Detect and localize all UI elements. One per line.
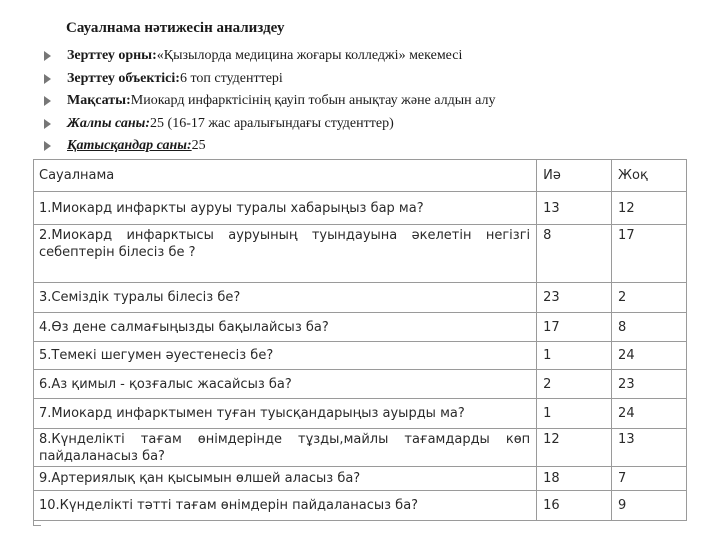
info-label: Қатысқандар саны: <box>67 138 192 154</box>
info-value: Миокард инфарктісінің қауіп тобын анықтау және алдын алу <box>130 93 496 109</box>
question-cell: 9.Артериялық қан қысымын өлшей аласыз ба? <box>34 467 537 491</box>
table-corner-mark <box>33 518 41 526</box>
no-cell: 2 <box>612 283 687 313</box>
yes-cell: 13 <box>537 192 612 225</box>
no-cell: 13 <box>612 429 687 467</box>
triangle-bullet-icon <box>44 96 51 106</box>
yes-cell: 2 <box>537 370 612 399</box>
question-cell: 8.Күнделікті тағам өнімдерінде тұзды,майлы тағамдарды көп пайдаланасыз ба? <box>34 429 537 467</box>
table-row <box>34 225 687 283</box>
table-row <box>34 370 687 399</box>
table-row <box>34 399 687 429</box>
question-cell: 6.Аз қимыл - қозғалыс жасайсыз ба? <box>34 370 537 399</box>
yes-cell: 12 <box>537 429 612 467</box>
info-label: Жалпы саны: <box>67 115 151 131</box>
no-cell: 7 <box>612 467 687 491</box>
no-cell: 24 <box>612 342 687 370</box>
question-cell: 3.Семіздік туралы білесіз бе? <box>34 283 537 313</box>
info-label: Зерттеу орны: <box>67 48 157 64</box>
info-value: 6 топ студенттері <box>179 70 283 86</box>
survey-table <box>33 159 687 521</box>
table-row <box>34 192 687 225</box>
no-cell: 9 <box>612 491 687 521</box>
info-item-location <box>44 45 495 68</box>
no-cell: 23 <box>612 370 687 399</box>
table-header-row <box>34 160 687 192</box>
info-item-goal <box>44 90 495 113</box>
question-cell: 4.Өз дене салмағыңызды бақылайсыз ба? <box>34 313 537 342</box>
triangle-bullet-icon <box>44 74 51 84</box>
yes-cell: 1 <box>537 342 612 370</box>
no-cell: 17 <box>612 225 687 283</box>
info-value: 25 (16-17 жас аралығындағы студенттер) <box>150 115 394 131</box>
no-cell: 12 <box>612 192 687 225</box>
yes-cell: 8 <box>537 225 612 283</box>
table-row <box>34 342 687 370</box>
info-list <box>44 45 495 158</box>
header-no: Жоқ <box>612 160 687 192</box>
question-cell: 1.Миокард инфаркты ауруы туралы хабарыңыз бар ма? <box>34 192 537 225</box>
no-cell: 24 <box>612 399 687 429</box>
yes-cell: 17 <box>537 313 612 342</box>
header-question: Сауалнама <box>34 160 537 192</box>
info-item-object <box>44 68 495 91</box>
yes-cell: 1 <box>537 399 612 429</box>
yes-cell: 16 <box>537 491 612 521</box>
info-label: Зерттеу объектісі: <box>67 70 180 86</box>
header-yes: Иә <box>537 160 612 192</box>
table-row <box>34 467 687 491</box>
info-value: «Қызылорда медицина жоғары колледжі» мекемесі <box>156 48 463 64</box>
triangle-bullet-icon <box>44 141 51 151</box>
question-cell: 2.Миокард инфарктысы ауруының туындауына әкелетін негізгі себептерін білесіз бе ? <box>34 225 537 283</box>
info-label: Мақсаты: <box>67 93 131 109</box>
table-row <box>34 283 687 313</box>
table-row <box>34 429 687 467</box>
info-item-total <box>44 113 495 136</box>
info-item-participants <box>44 135 495 158</box>
yes-cell: 23 <box>537 283 612 313</box>
question-cell: 7.Миокард инфарктымен туған туысқандарыңыз ауырды ма? <box>34 399 537 429</box>
triangle-bullet-icon <box>44 51 51 61</box>
question-cell: 10.Күнделікті тәтті тағам өнімдерін пайдаланасыз ба? <box>34 491 537 521</box>
slide-title: Сауалнама нәтижесін анализдеу <box>66 20 285 36</box>
table-row <box>34 313 687 342</box>
table-row <box>34 491 687 521</box>
question-cell: 5.Темекі шегумен әуестенесіз бе? <box>34 342 537 370</box>
info-value: 25 <box>191 138 206 154</box>
triangle-bullet-icon <box>44 119 51 129</box>
yes-cell: 18 <box>537 467 612 491</box>
no-cell: 8 <box>612 313 687 342</box>
